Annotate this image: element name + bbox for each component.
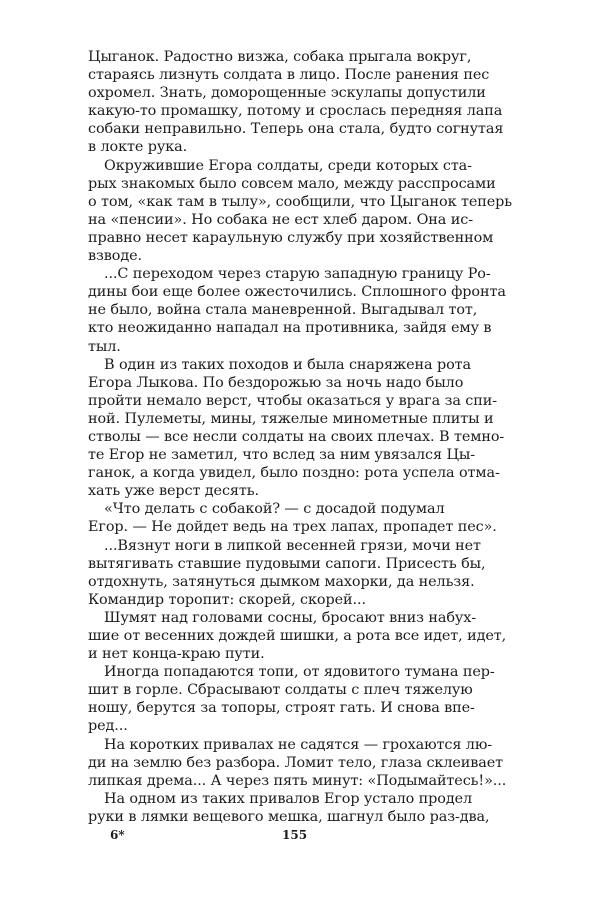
text-line: и нет конца-краю пути. [88, 646, 265, 663]
text-line: хать уже верст десять. [88, 483, 259, 500]
text-line: взводе. [88, 248, 142, 265]
text-line: собаки неправильно. Теперь она стала, будто согнутая [88, 121, 504, 138]
text-line: ред... [88, 718, 128, 735]
text-line: липкая дрема... А через пять минут: «Подымайтесь!»... [88, 772, 507, 789]
text-line: какую-то промашку, потому и срослась передняя лапа [88, 103, 503, 120]
text-line: о том, «как там в тылу», сообщили, что Цыганок теперь [88, 193, 513, 210]
text-line: те Егор не заметил, что вслед за ним увязался Цы- [88, 447, 476, 464]
text-line: руки в лямки вещевого мешка, шагнул было раз-два, [88, 808, 490, 825]
text-line: Цыганок. Радостно визжа, собака прыгала вокруг, [88, 49, 472, 65]
text-line: стараясь лизнуть солдата в лицо. После ранения пес [88, 67, 490, 84]
text-line: Окружившие Егора солдаты, среди которых ста- [104, 157, 472, 174]
text-line: тыл. [88, 338, 121, 355]
page-text [88, 48, 532, 826]
text-line: «Что делать с собакой? — с досадой подумал [104, 501, 445, 518]
text-line: кто неожиданно нападал на противника, зайдя ему в [88, 320, 492, 337]
text-line: вытягивать ставшие пудовыми сапоги. Присесть бы, [88, 555, 486, 572]
text-line: На одном из таких привалов Егор устало продел [104, 790, 473, 807]
text-line: ношу, берутся за топоры, строят гать. И снова впе- [88, 700, 475, 717]
text-line: пройти немало верст, чтобы оказаться у врага за спи- [88, 392, 497, 409]
page-number: 155 [282, 828, 308, 842]
text-line: шит в горле. Сбрасывают солдаты с плеч тяжелую [88, 682, 473, 699]
page-footer [0, 828, 600, 848]
text-line: стволы — все несли солдаты на своих плечах. В темно- [88, 428, 505, 445]
text-line: охромел. Знать, доморощенные эскулапы допустили [88, 85, 486, 102]
text-line: ганок, а когда увидел, было поздно: рота успела отма- [88, 465, 500, 482]
text-line: правно несет караульную службу при хозяйственном [88, 229, 494, 246]
text-line: ...С переходом через старую западную границу Ро- [104, 266, 491, 283]
text-line: ...Вязнут ноги в липкой весенней грязи, мочи нет [104, 537, 481, 554]
text-line: ди на землю без разбора. Ломит тело, глаза склеивает [88, 754, 504, 771]
text-line: Командир торопит: скорей, скорей... [88, 591, 366, 608]
text-line: на «пенсии». Но собака не ест хлеб даром. Она ис- [88, 211, 473, 228]
text-line: В один из таких походов и была снаряжена рота [104, 356, 472, 373]
signature-mark: 6* [110, 828, 125, 842]
text-line: отдохнуть, затянуться дымком махорки, да нельзя. [88, 573, 475, 590]
text-line: в локте рука. [88, 139, 188, 156]
text-line: рых знакомых было совсем мало, между расспросами [88, 175, 496, 192]
text-line: Егора Лыкова. По бездорожью за ночь надо было [88, 374, 464, 391]
text-line: ной. Пулеметы, мины, тяжелые минометные плиты и [88, 410, 494, 427]
text-line: Шумят над головами сосны, бросают вниз набух- [104, 609, 477, 626]
text-line: шие от весенних дождей шишки, а рота все идет, идет, [88, 628, 507, 644]
text-line: На коротких привалах не садятся — грохаются лю- [104, 736, 493, 753]
text-line: Егор. — Не дойдет ведь на трех лапах, пропадет пес». [88, 519, 497, 536]
text-line: не было, война стала маневренной. Выгадывал тот, [88, 302, 478, 319]
text-line: дины бои еще более ожесточились. Сплошного фронта [88, 284, 506, 301]
text-line: Иногда попадаются топи, от ядовитого тумана пер- [104, 664, 495, 681]
